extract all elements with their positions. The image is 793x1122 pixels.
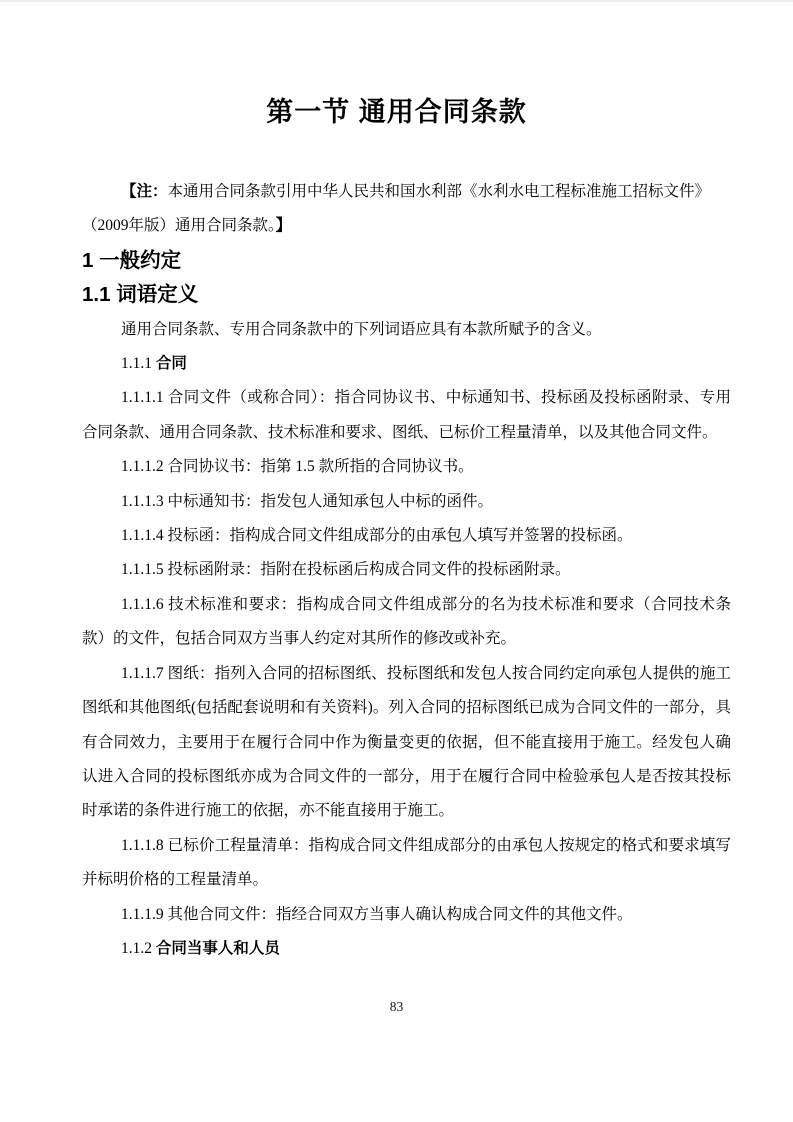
heading-number: 1.1.1 (121, 355, 152, 373)
heading-1-1-1-contract (82, 347, 731, 381)
document-body (0, 175, 793, 966)
heading-1-1-2-parties (82, 932, 731, 966)
definition-1-1-1-4: 1.1.1.4 投标函：指构成合同文件组成部分的由承包人填写并签署的投标函。 (121, 527, 633, 545)
definition-1-1-1-7: 1.1.1.7 图纸：指列入合同的招标图纸、投标图纸和发包人按合同约定向承包人提供的施工图纸和其他图纸(包括配套说明和有关资料)。列入合同的招标图纸已成为合同文件的一部分，具有合同效力，主要用于在履行合同中作为衡量变更的依据，但不能直接用于施工。经发包人确认进入合同的投标图纸亦成为合同文件的一部分，用于在履行合同中检验承包人是否按其投标时承诺的条件进行施工的依据，亦不能直接用于施工。 (82, 664, 731, 820)
definition-1-1-1-2: 1.1.1.2 合同协议书：指第 1.5 款所指的合同协议书。 (121, 458, 474, 476)
heading-1-general-provisions: 1 一般约定 (82, 248, 182, 272)
note-body: 本通用合同条款引用中华人民共和国水利部《水利水电工程标准施工招标文件》（2009年版）通用合同条款。 (82, 183, 711, 235)
heading-1-1-definitions: 1.1 词语定义 (82, 283, 199, 307)
heading-label: 合同 (155, 355, 187, 373)
heading-label: 合同当事人和人员 (155, 939, 280, 957)
definition-1-1-1-5: 1.1.1.5 投标函附录：指附在投标函后构成合同文件的投标函附录。 (121, 561, 571, 579)
definition-1-1-1-8: 1.1.1.8 已标价工程量清单：指构成合同文件组成部分的由承包人按规定的格式和要求填写并标明价格的工程量清单。 (82, 836, 731, 889)
note-paragraph (82, 175, 731, 244)
definition-1-1-1-3: 1.1.1.3 中标通知书：指发包人通知承包人中标的函件。 (121, 492, 494, 510)
definition-1-1-1-9: 1.1.1.9 其他合同文件：指经合同双方当事人确认构成合同文件的其他文件。 (121, 905, 633, 923)
note-prefix: 【注： (121, 183, 168, 200)
page-top-edge (0, 0, 793, 2)
heading-number: 1.1.2 (121, 939, 152, 957)
page-number: 83 (389, 999, 404, 1014)
definition-1-1-1-1: 1.1.1.1 合同文件（或称合同）：指合同协议书、中标通知书、投标函及投标函附录、专用合同条款、通用合同条款、技术标准和要求、图纸、已标价工程量清单，以及其他合同文件。 (82, 389, 731, 441)
intro-paragraph: 通用合同条款、专用合同条款中的下列词语应具有本款所赋予的含义。 (121, 320, 602, 338)
page-title: 第一节 通用合同条款 (266, 97, 527, 127)
definition-1-1-1-6: 1.1.1.6 技术标准和要求：指构成合同文件组成部分的名为技术标准和要求（合同技术条款）的文件，包括合同双方当事人约定对其所作的修改或补充。 (82, 595, 731, 648)
note-suffix: 】 (275, 217, 292, 235)
